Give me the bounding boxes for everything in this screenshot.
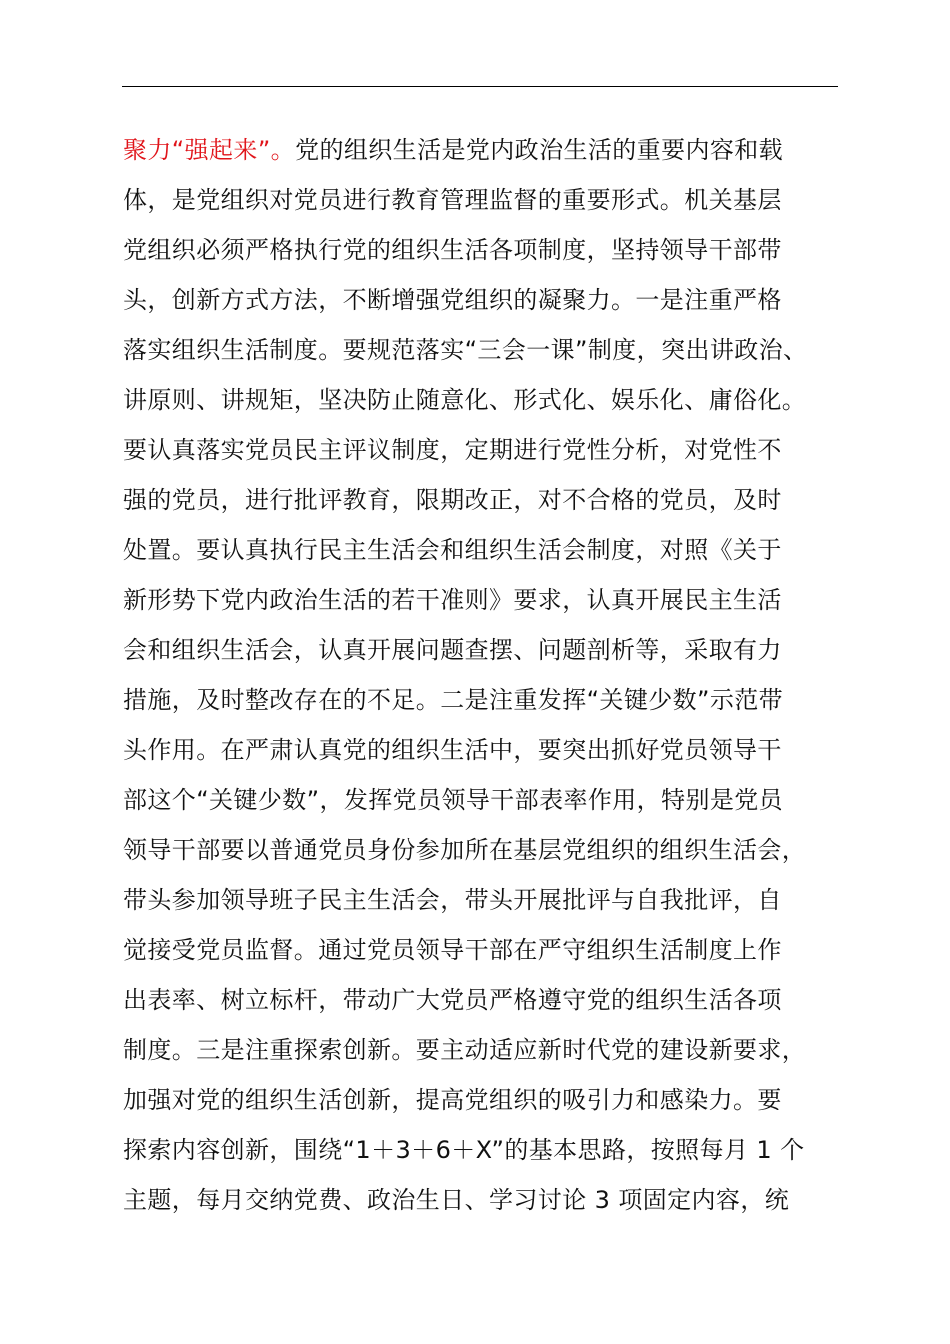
line-text: 党的组织生活是党内政治生活的重要内容和载 xyxy=(295,136,784,164)
text-line-17: 觉接受党员监督。通过党员领导干部在严守组织生活制度上作 xyxy=(123,936,782,964)
paragraph-heading: 聚力“强起来”。 xyxy=(123,136,296,164)
text-line-1 xyxy=(123,125,843,175)
text-line-3: 党组织必须严格执行党的组织生活各项制度，坚持领导干部带 xyxy=(123,236,782,264)
text-line-2: 体，是党组织对党员进行教育管理监督的重要形式。机关基层 xyxy=(123,186,782,214)
text-line-4: 头，创新方式方法，不断增强党组织的凝聚力。一是注重严格 xyxy=(123,286,782,314)
text-line-10: 新形势下党内政治生活的若干准则》要求，认真开展民主生活 xyxy=(123,586,782,614)
text-line-11: 会和组织生活会，认真开展问题查摆、问题剖析等，采取有力 xyxy=(123,636,782,664)
text-line-7: 要认真落实党员民主评议制度，定期进行党性分析，对党性不 xyxy=(123,436,782,464)
text-line-13: 头作用。在严肃认真党的组织生活中，要突出抓好党员领导干 xyxy=(123,736,782,764)
text-line-19: 制度。三是注重探索创新。要主动适应新时代党的建设新要求， xyxy=(123,1036,807,1064)
text-line-16: 带头参加领导班子民主生活会，带头开展批评与自我批评，自 xyxy=(123,886,782,914)
text-line-22: 主题，每月交纳党费、政治生日、学习讨论 3 项固定内容，统 xyxy=(123,1186,790,1214)
text-line-8: 强的党员，进行批评教育，限期改正，对不合格的党员，及时 xyxy=(123,486,782,514)
text-line-9: 处置。要认真执行民主生活会和组织生活会制度，对照《关于 xyxy=(123,536,782,564)
text-line-20: 加强对党的组织生活创新，提高党组织的吸引力和感染力。要 xyxy=(123,1086,782,1114)
text-line-14: 部这个“关键少数”，发挥党员领导干部表率作用，特别是党员 xyxy=(123,786,784,814)
text-line-5: 落实组织生活制度。要规范落实“三会一课”制度，突出讲政治、 xyxy=(123,336,808,364)
text-line-12: 措施，及时整改存在的不足。二是注重发挥“关键少数”示范带 xyxy=(123,686,784,714)
header-rule xyxy=(122,86,838,87)
text-line-15: 领导干部要以普通党员身份参加所在基层党组织的组织生活会， xyxy=(123,836,807,864)
text-line-21: 探索内容创新，围绕“1＋3＋6＋X”的基本思路，按照每月 1 个 xyxy=(123,1136,805,1164)
text-line-18: 出表率、树立标杆，带动广大党员严格遵守党的组织生活各项 xyxy=(123,986,782,1014)
text-line-6: 讲原则、讲规矩，坚决防止随意化、形式化、娱乐化、庸俗化。 xyxy=(123,386,807,414)
body-text xyxy=(123,125,843,1225)
